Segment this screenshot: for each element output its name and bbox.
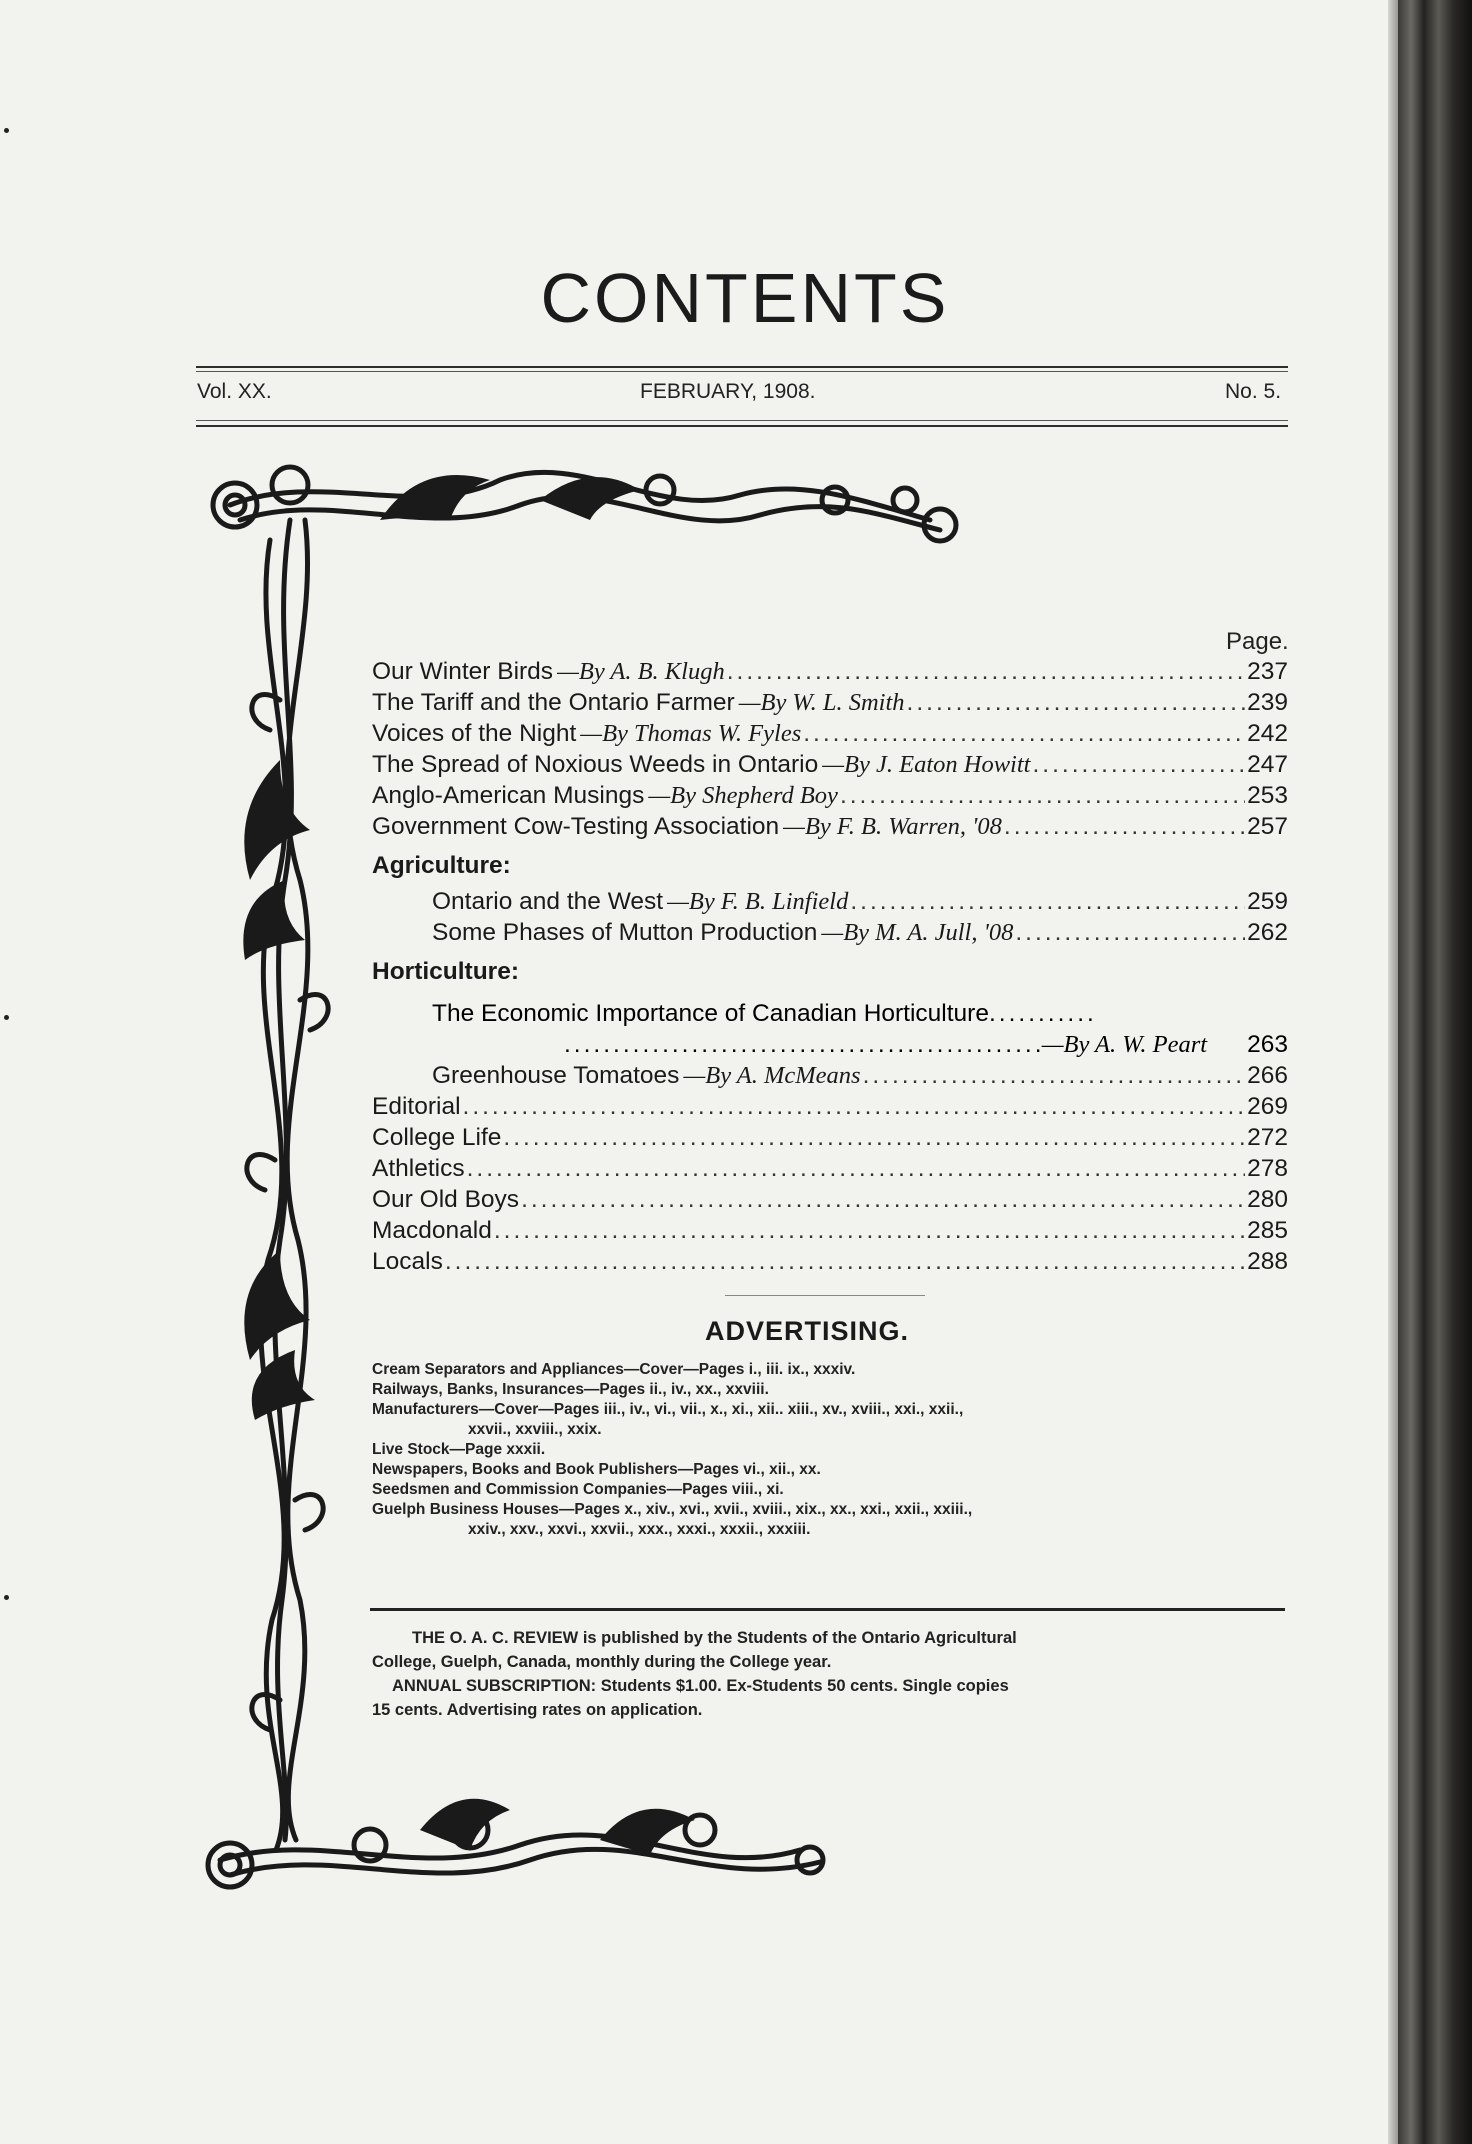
toc-entry-byline: —By Shepherd Boy: [648, 782, 838, 809]
toc-entry-title: College Life: [372, 1124, 502, 1151]
toc-entry-page: 272: [1247, 1124, 1288, 1151]
toc-entry-byline: —By F. B. Warren, '08: [783, 813, 1002, 840]
toc-entry-title: Macdonald: [372, 1217, 492, 1244]
toc-entry[interactable]: [372, 919, 1288, 950]
toc-entry-title: Voices of the Night: [372, 720, 577, 747]
toc-entry-page: 259: [1247, 888, 1288, 915]
toc-entry[interactable]: [372, 1062, 1288, 1093]
toc-entry-page: 242: [1247, 720, 1288, 747]
toc-entry-page: 269: [1247, 1093, 1288, 1120]
toc-entry-title: The Spread of Noxious Weeds in Ontario: [372, 751, 819, 778]
toc-entry-title: Some Phases of Mutton Production: [432, 919, 818, 946]
advertising-heading: ADVERTISING.: [705, 1316, 910, 1346]
toc-entry-byline: —By A. McMeans: [683, 1062, 861, 1089]
toc-entry[interactable]: [372, 720, 1288, 751]
leader-dots: [503, 1124, 1245, 1152]
scan-speck: [4, 1015, 9, 1020]
leader-dots: [521, 1186, 1245, 1214]
toc-entry-title: The Economic Importance of Canadian Horticulture: [432, 1000, 989, 1027]
toc-entry-byline: —By M. A. Jull, '08: [821, 919, 1014, 946]
leader-dots: [564, 1031, 1042, 1062]
toc-entry-page: 280: [1247, 1186, 1288, 1213]
toc-entry-page: 237: [1247, 658, 1288, 685]
toc-entry-page: 263: [1247, 1031, 1288, 1058]
leader-dots: ...........: [988, 1000, 1097, 1027]
advertising-line: Live Stock—Page xxxii.: [372, 1441, 546, 1458]
toc-entry-title: Ontario and the West: [432, 888, 664, 915]
toc-entry[interactable]: [372, 689, 1288, 720]
toc-entry[interactable]: [372, 1186, 1288, 1217]
toc-entry-page: 253: [1247, 782, 1288, 809]
leader-dots: [850, 888, 1245, 916]
toc-entry-title: Our Winter Birds: [372, 658, 554, 685]
advertising-line: xxvii., xxviii., xxix.: [468, 1421, 602, 1438]
section-divider: [725, 1295, 925, 1296]
toc-entry-byline: —By A. B. Klugh: [557, 658, 725, 685]
advertising-line: Guelph Business Houses—Pages x., xiv., xvi., xvii., xviii., xix., xx., xxi., xxii., xxiii.,: [372, 1501, 973, 1518]
toc-entry-title: Athletics: [372, 1155, 465, 1182]
toc-entry[interactable]: [372, 888, 1288, 919]
toc-entry-page: 288: [1247, 1248, 1288, 1275]
toc-entry[interactable]: [372, 1093, 1288, 1124]
publication-line: ANNUAL SUBSCRIPTION: Students $1.00. Ex-Students 50 cents. Single copies: [392, 1677, 1009, 1695]
advertising-line: Railways, Banks, Insurances—Pages ii., iv., xx., xxviii.: [372, 1381, 769, 1398]
publication-line: 15 cents. Advertising rates on application.: [372, 1701, 703, 1719]
leader-dots: [803, 720, 1245, 748]
publication-note: [372, 1626, 1292, 1722]
leader-dots: [863, 1062, 1246, 1090]
page-column-label: Page.: [1226, 628, 1289, 655]
advertising-line: xxiv., xxv., xxvi., xxvii., xxx., xxxi., xxxii., xxxiii.: [468, 1521, 811, 1538]
volume-label: Vol. XX.: [197, 380, 272, 403]
advertising-line: Seedsmen and Commission Companies—Pages viii., xi.: [372, 1481, 784, 1498]
book-spine: [1398, 0, 1472, 2144]
publication-line: THE O. A. C. REVIEW is published by the Students of the Ontario Agricultural: [412, 1629, 1017, 1647]
leader-dots: [463, 1093, 1246, 1121]
toc-entry-title: Our Old Boys: [372, 1186, 520, 1213]
toc-entry-economic-title[interactable]: [372, 1000, 1288, 1031]
leader-dots: [907, 689, 1246, 717]
section-heading-horticulture: Horticulture:: [372, 958, 519, 985]
leader-dots: [1032, 751, 1245, 779]
toc-entry-byline: —By F. B. Linfield: [667, 888, 849, 915]
leader-dots: [840, 782, 1245, 810]
leader-dots: [1004, 813, 1245, 841]
advertising-index: [372, 1360, 1292, 1540]
toc-entry[interactable]: [372, 658, 1288, 689]
toc-entry-byline: —By J. Eaton Howitt: [822, 751, 1031, 778]
issue-date: FEBRUARY, 1908.: [640, 380, 816, 403]
toc-entry-page: 266: [1247, 1062, 1288, 1089]
issue-number: No. 5.: [1225, 380, 1282, 403]
toc-entry-page: 257: [1247, 813, 1288, 840]
toc-entry-page: 278: [1247, 1155, 1288, 1182]
toc-entry-byline: —By W. L. Smith: [738, 689, 905, 716]
advertising-line: Newspapers, Books and Book Publishers—Pages vi., xii., xx.: [372, 1461, 821, 1478]
leader-dots: [1015, 919, 1245, 947]
toc-entry-page: 247: [1247, 751, 1288, 778]
leader-dots: [445, 1248, 1245, 1276]
toc-entry[interactable]: [372, 1217, 1288, 1248]
toc-entry[interactable]: [372, 1124, 1288, 1155]
toc-entry-title: The Tariff and the Ontario Farmer: [372, 689, 735, 716]
toc-entry-byline: —By Thomas W. Fyles: [580, 720, 802, 747]
toc-entry-title: Anglo-American Musings: [372, 782, 645, 809]
toc-entry-title: Government Cow-Testing Association: [372, 813, 780, 840]
scan-speck: [4, 1595, 9, 1600]
toc-entry[interactable]: [372, 751, 1288, 782]
page-title: CONTENTS: [540, 259, 950, 337]
toc-entry[interactable]: [372, 782, 1288, 813]
toc-entry-title: Editorial: [372, 1093, 461, 1120]
leader-dots: [467, 1155, 1246, 1183]
toc-entry-title: Greenhouse Tomatoes: [432, 1062, 680, 1089]
advertising-line: Cream Separators and Appliances—Cover—Pages i., iii. ix., xxxiv.: [372, 1361, 856, 1378]
toc-entry[interactable]: [372, 813, 1288, 844]
toc-entry[interactable]: [372, 1248, 1288, 1279]
advertising-line: Manufacturers—Cover—Pages iii., iv., vi., vii., x., xi., xii.. xiii., xv., xviii., xxi., xxii.,: [372, 1401, 964, 1418]
toc-entry-title: Locals: [372, 1248, 443, 1275]
leader-dots: [727, 658, 1245, 686]
toc-entry-byline: —By A. W. Peart: [1041, 1031, 1208, 1058]
toc-entry-page: 239: [1247, 689, 1288, 716]
leader-dots: [494, 1217, 1245, 1245]
toc-entry-economic-byline[interactable]: [372, 1031, 1288, 1062]
toc-entry-page: 285: [1247, 1217, 1288, 1244]
toc-entry-page: 262: [1247, 919, 1288, 946]
scan-speck: [4, 128, 9, 133]
toc-entry[interactable]: [372, 1155, 1288, 1186]
table-of-contents: [372, 658, 1288, 1279]
section-heading-agriculture: Agriculture:: [372, 852, 511, 879]
publication-line: College, Guelph, Canada, monthly during the College year.: [372, 1653, 832, 1671]
footer-rule: [370, 1608, 1285, 1611]
